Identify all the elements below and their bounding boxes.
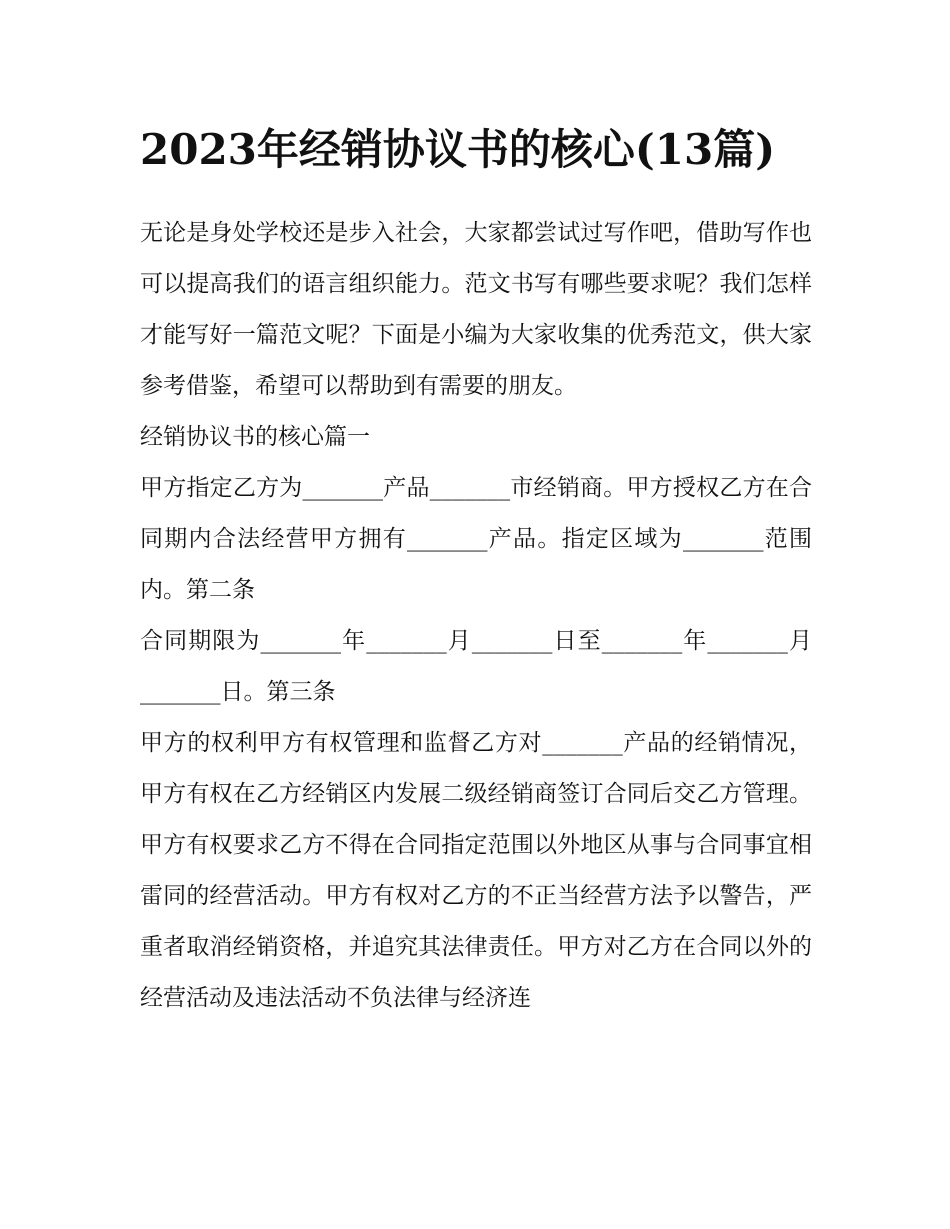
section-heading: 经销协议书的核心篇一 (140, 424, 370, 450)
clause-paragraph-term: 合同期限为_______年_______月_______日至_______年_______月_______日。第三条 (140, 628, 812, 705)
clause-paragraph-rights: 甲方的权利甲方有权管理和监督乙方对_______产品的经销情况，甲方有权在乙方经销区内发展二级经销商签订合同后交乙方管理。甲方有权要求乙方不得在合同指定范围以外地区从事与合同事宜相雷同的经营活动。甲方有权对乙方的不正当经营方法予以警告，严重者取消经销资格，并追究其法律责任。甲方对乙方在合同以外的经营活动及违法活动不负法律与经济连 (140, 730, 812, 1011)
clause-paragraph-authorization: 甲方指定乙方为_______产品_______市经销商。甲方授权乙方在合同期内合法经营甲方拥有_______产品。指定区域为_______范围内。第二条 (140, 475, 812, 603)
intro-paragraph: 无论是身处学校还是步入社会，大家都尝试过写作吧，借助写作也可以提高我们的语言组织能力。范文书写有哪些要求呢？我们怎样才能写好一篇范文呢？下面是小编为大家收集的优秀范文，供大家参考借鉴，希望可以帮助到有需要的朋友。 (140, 220, 812, 399)
document-title: 2023年经销协议书的核心(13篇) (140, 125, 776, 174)
document-page (140, 118, 812, 1024)
